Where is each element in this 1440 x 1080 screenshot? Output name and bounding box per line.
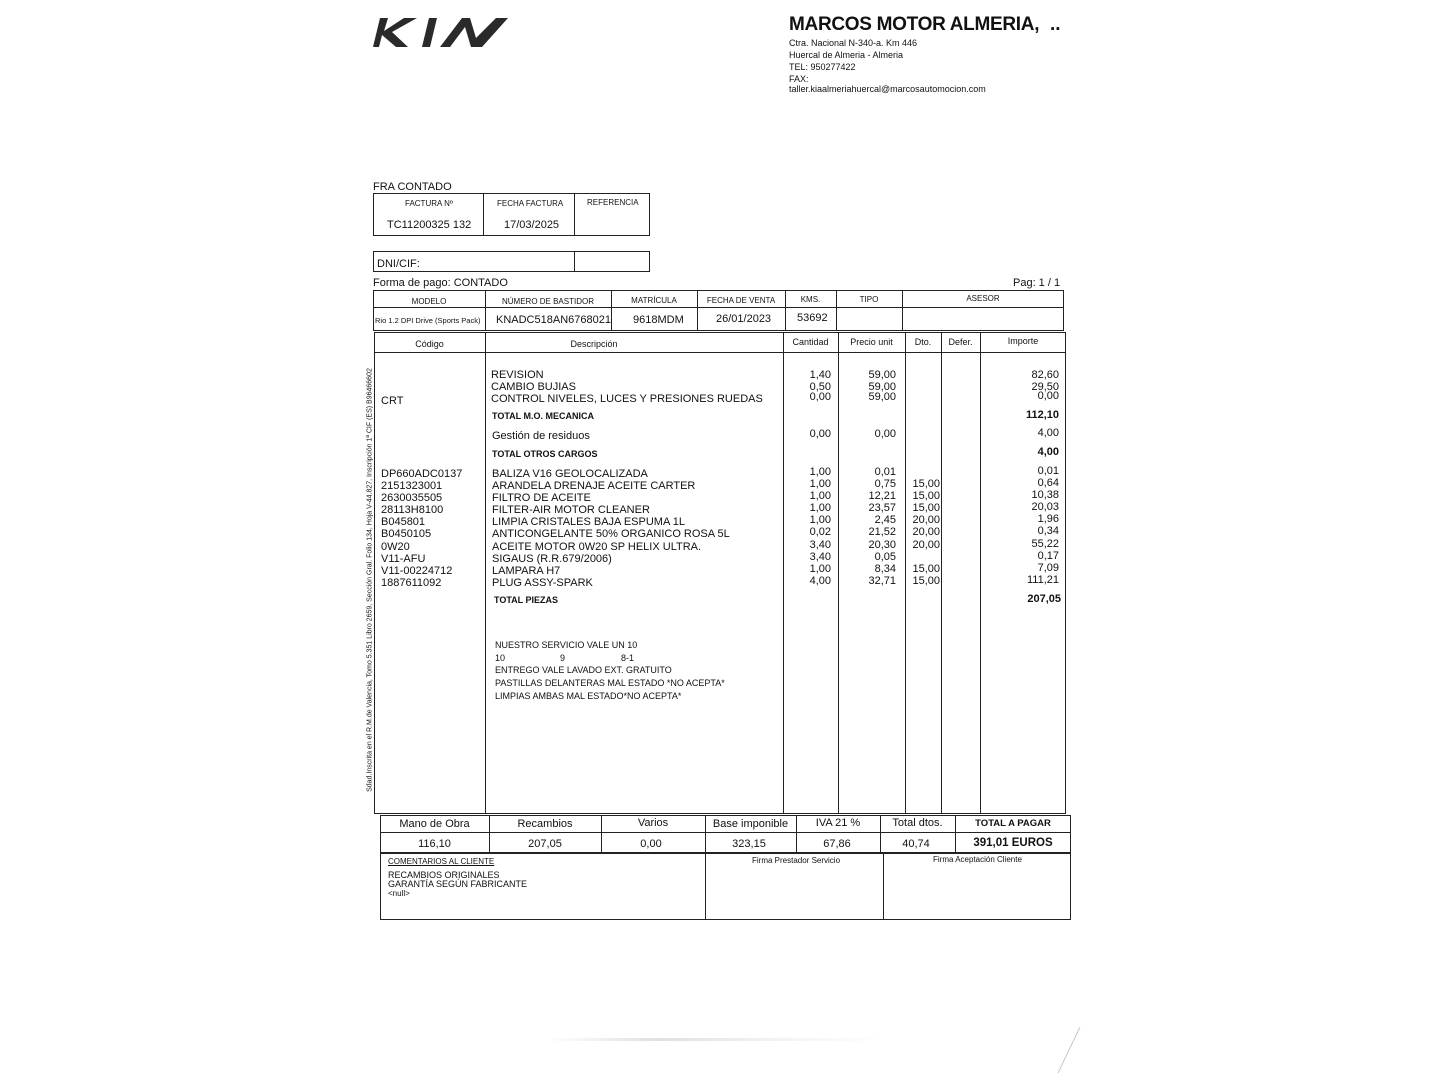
invoice-type: FRA CONTADO [373,181,452,193]
company-fax: FAX: [789,74,809,84]
table-cell: 59,00 [868,391,896,403]
totals-base: 323,15 [732,838,766,850]
totals-varios: 0,00 [640,838,662,850]
table-cell: 29,50 [1031,381,1059,393]
invoice-number: TC11200325 132 [387,219,472,231]
table-cell: 15,00 [912,478,940,490]
table-cell: 4,00 [1037,427,1059,439]
table-row [0,562,1440,577]
table-cell: 1887611092 [381,577,442,589]
total-piezas-value: 207,05 [1027,593,1061,605]
table-cell: 0,00 [809,428,831,440]
table-row [0,525,1440,540]
table-cell: B0450105 [381,528,432,540]
vehicle-kms: 53692 [797,312,828,324]
note-line: NUESTRO SERVICIO VALE UN 10 [495,640,638,650]
table-cell: 0,50 [809,381,831,393]
table-cell: BALIZA V16 GEOLOCALIZADA [492,468,648,480]
scan-artifact [545,1038,885,1041]
note-n2: 9 [560,653,566,663]
table-cell: 0,75 [874,478,896,490]
col-precio: Precio unit [850,337,893,347]
total-piezas-label: TOTAL PIEZAS [494,595,559,605]
table-cell: 1,40 [809,369,831,381]
totals-total: 391,01 EUROS [973,837,1053,849]
table-row [0,489,1440,504]
table-row [0,513,1440,528]
table-row [0,465,1440,480]
page-number: Pag: 1 / 1 [1013,277,1061,289]
table-cell: 10,38 [1031,489,1059,501]
invoice-date-label: FECHA FACTURA [497,199,564,208]
table-cell: 20,00 [912,539,940,551]
vehicle-header-modelo: MODELO [411,297,447,306]
vehicle-header-bastidor: NÚMERO DE BASTIDOR [501,297,594,306]
table-cell: 1,00 [809,514,831,526]
table-cell: 1,96 [1037,513,1059,525]
table-cell: 0,00 [809,391,831,403]
payment-method: Forma de pago: CONTADO [373,277,508,289]
note-n3: 8-1 [621,653,635,663]
totals-header-dtos: Total dtos. [892,817,943,829]
comment-line: <null> [388,889,410,898]
totals-header-total: TOTAL A PAGAR [975,818,1051,829]
vehicle-header-tipo: TIPO [859,295,879,304]
company-address1: Ctra. Nacional N-340-a. Km 446 [789,38,918,48]
vehicle-header-fecha: FECHA DE VENTA [706,296,776,305]
invoice-number-label: FACTURA Nº [405,199,453,208]
table-cell: 0,64 [1037,477,1059,489]
table-cell: 15,00 [912,490,940,502]
comments-label: COMENTARIOS AL CLIENTE [388,857,495,866]
table-cell: 0,01 [1037,465,1059,477]
table-cell: 1,00 [809,490,831,502]
table-cell: FILTER-AIR MOTOR CLEANER [492,504,650,516]
table-cell: 7,09 [1037,562,1059,574]
note-n1: 10 [495,653,506,663]
total-mo-value: 112,10 [1025,409,1059,421]
totals-header-mano-obra: Mano de Obra [399,818,470,830]
totals-header-varios: Varios [637,817,669,829]
table-cell: 21,52 [868,526,896,538]
company-address2: Huercal de Almeria - Almeria [789,50,904,60]
table-cell: 28113H8100 [381,504,444,516]
table-cell: 111,21 [1026,574,1059,586]
table-cell: CRT [381,395,404,407]
table-cell: 82,60 [1031,369,1059,381]
table-cell: 0,05 [874,551,896,563]
table-row [0,381,1440,393]
totals-header-base: Base imponible [712,818,789,830]
table-cell: 0W20 [381,541,410,553]
table-row [0,501,1440,516]
note-line: LIMPIAS AMBAS MAL ESTADO*NO ACEPTA* [495,691,682,701]
table-cell: 0,00 [874,428,896,440]
table-cell: 3,40 [809,551,831,563]
totals-mano-obra: 116,10 [418,838,451,850]
table-cell: 20,03 [1031,501,1059,513]
totals-dtos: 40,74 [902,838,930,850]
table-cell: 0,02 [809,526,831,538]
registry-text: Sdad.Inscrita en el R.M.de Valencia, Tomo 5.351 Libro 2659, Sección Gral. Folio 134, Hoja V-44.827, Inscripción 1ª CIF (ES) B96466602 [366,368,374,792]
table-cell: B045801 [381,516,426,528]
table-cell: 15,00 [912,502,940,514]
company-tel: TEL: 950277422 [789,62,856,72]
table-cell: V11-AFU [381,553,426,565]
note-line: PASTILLAS DELANTERAS MAL ESTADO *NO ACEPTA* [495,678,725,688]
col-dto: Dto. [914,337,932,347]
table-cell: ACEITE MOTOR 0W20 SP HELIX ULTRA. [492,541,702,553]
table-cell: ARANDELA DRENAJE ACEITE CARTER [492,480,696,492]
total-otros-value: 4,00 [1037,446,1059,458]
table-cell: 0,01 [874,466,896,478]
table-cell: 15,00 [912,575,940,587]
table-row [0,477,1440,492]
table-cell: CONTROL NIVELES, LUCES Y PRESIONES RUEDAS [491,393,763,405]
vehicle-matricula: 9618MDM [633,314,684,326]
table-row [0,390,1440,407]
table-cell: 0,34 [1037,525,1059,537]
vehicle-header-asesor: ASESOR [966,294,1000,303]
invoice-date: 17/03/2025 [504,219,560,231]
table-cell: FILTRO DE ACEITE [492,492,591,504]
vehicle-modelo: Rio 1.2 DPI Drive (Sports Pack) [375,316,481,325]
table-cell: 12,21 [868,490,896,502]
vehicle-fecha: 26/01/2023 [716,313,772,325]
scan-artifact [1050,1025,1090,1075]
table-row [0,427,1440,442]
table-row [0,538,1440,553]
table-cell: 8,34 [874,563,896,575]
table-cell: 15,00 [912,563,940,575]
table-cell: 23,57 [868,502,896,514]
table-cell: LIMPIA CRISTALES BAJA ESPUMA 1L [492,516,685,528]
table-cell: SIGAUS (R.R.679/2006) [492,553,612,565]
table-cell: ANTICONGELANTE 50% ORGANICO ROSA 5L [492,528,730,540]
table-row [0,574,1440,589]
table-cell: DP660ADC0137 [381,468,463,480]
table-cell: 1,00 [809,563,831,575]
totals-header-iva: IVA 21 % [815,817,861,829]
table-cell: CAMBIO BUJIAS [491,381,576,393]
table-cell: 0,00 [1037,390,1059,402]
table-cell: 2630035505 [381,492,443,504]
table-row [0,550,1440,565]
comment-line: RECAMBIOS ORIGINALES [388,870,500,880]
col-importe: Importe [1007,336,1039,346]
firma-cliente: Firma Aceptación Cliente [933,855,1022,864]
table-cell: Gestión de residuos [492,430,590,442]
totals-header-recambios: Recambios [517,818,573,830]
note-line: ENTREGO VALE LAVADO EXT. GRATUITO [495,665,672,675]
kia-logo [370,14,516,50]
table-cell: 55,22 [1031,538,1059,550]
col-codigo: Código [415,339,444,349]
col-cantidad: Cantidad [792,337,829,347]
company-suffix: .. [1050,14,1061,35]
dni-label: DNI/CIF: [377,258,420,270]
col-descripcion: Descripción [570,339,618,349]
totals-recambios: 207,05 [528,838,562,850]
table-cell: 20,30 [868,539,896,551]
table-cell: 59,00 [868,381,896,393]
firma-prestador: Firma Prestador Servicio [752,856,841,865]
company-email: taller.kiaalmeriahuercal@marcosautomocion.com [789,84,986,94]
table-cell: PLUG ASSY-SPARK [492,577,593,589]
table-cell: 20,00 [912,514,940,526]
totals-iva: 67,86 [823,838,851,850]
vehicle-bastidor: KNADC518AN6768021 [496,314,611,326]
comment-line: GARANTÍA SEGÚN FABRICANTE [388,879,528,889]
table-cell: 1,00 [809,502,831,514]
table-cell: V11-00224712 [381,565,453,577]
invoice-ref-label: REFERENCIA [587,198,639,207]
table-cell: REVISION [491,369,544,381]
vehicle-header-kms: KMS. [800,295,821,304]
table-row [0,369,1440,381]
total-otros-label: TOTAL OTROS CARGOS [492,449,598,459]
col-defer: Defer. [948,337,973,347]
table-cell: 2,45 [874,514,896,526]
table-cell: LAMPARA H7 [492,565,561,577]
table-cell: 59,00 [868,369,896,381]
table-cell: 4,00 [809,575,831,587]
table-cell: 1,00 [809,466,831,478]
table-cell: 20,00 [912,526,940,538]
table-cell: 3,40 [809,539,831,551]
table-cell: 32,71 [868,575,896,587]
company-name: MARCOS MOTOR ALMERIA, [789,14,1040,35]
table-cell: 2151323001 [381,480,443,492]
vehicle-header-matricula: MATRÍCULA [631,296,677,305]
table-cell: 0,17 [1037,550,1059,562]
table-cell: 1,00 [809,478,831,490]
total-mo-label: TOTAL M.O. MECANICA [492,411,594,421]
